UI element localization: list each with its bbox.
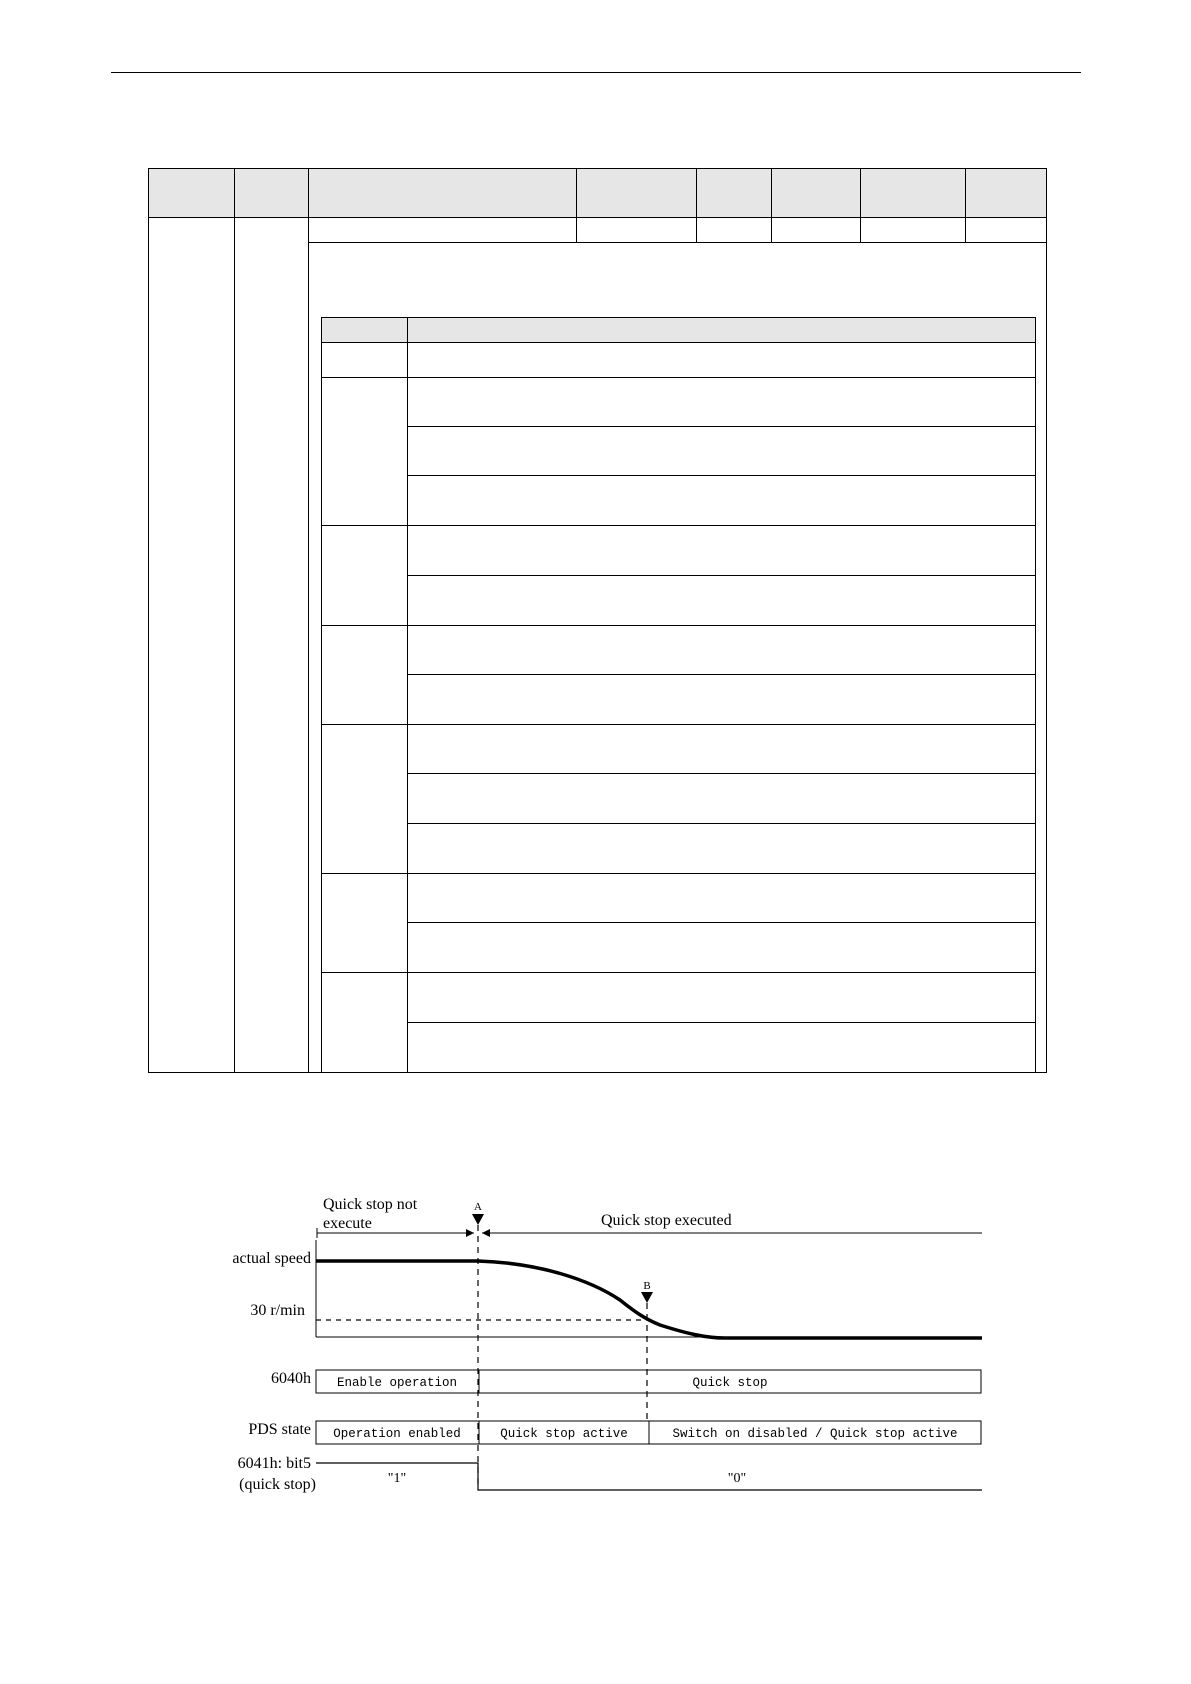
phase-executed: Quick stop executed <box>601 1212 732 1229</box>
option-code-cell <box>321 724 408 874</box>
page-header-rule <box>111 72 1081 73</box>
table-header-cell <box>771 168 861 218</box>
quick-stop-timing-diagram <box>0 1180 1191 1520</box>
table-header-cell <box>308 168 577 218</box>
label-6040h: 6040h <box>271 1370 311 1387</box>
table-value-cell <box>965 217 1047 243</box>
table-value-cell <box>860 217 966 243</box>
table-header-cell <box>965 168 1047 218</box>
statusword-bit5-signal <box>316 1463 982 1490</box>
option-desc-cell <box>407 823 1036 874</box>
controlword-enable-operation: Enable operation <box>336 1376 458 1390</box>
marker-a-triangle <box>472 1214 484 1225</box>
label-6041h-bit5: 6041h: bit5 <box>237 1455 311 1472</box>
table-value-cell <box>771 217 861 243</box>
table-header-cell <box>576 168 697 218</box>
actual-speed-curve <box>316 1261 982 1338</box>
option-desc-cell <box>407 873 1036 923</box>
arrowhead-left <box>482 1229 490 1237</box>
table-header-cell <box>234 168 309 218</box>
option-desc-cell <box>407 525 1036 576</box>
bit5-value-zero: "0" <box>727 1471 747 1486</box>
option-desc-cell <box>407 922 1036 973</box>
arrowhead-right <box>466 1229 474 1237</box>
option-desc-cell <box>407 972 1036 1023</box>
table-header-cell <box>148 168 235 218</box>
controlword-quick-stop: Quick stop <box>692 1376 768 1390</box>
option-code-cell <box>321 873 408 973</box>
option-desc-cell <box>407 475 1036 526</box>
option-desc-cell <box>407 724 1036 774</box>
option-desc-cell <box>407 773 1036 824</box>
table-subindex-cell <box>234 217 309 1073</box>
phase-not-executed-line2: execute <box>323 1215 372 1232</box>
table-header-cell <box>860 168 966 218</box>
option-table-header <box>321 317 408 343</box>
phase-not-executed-line1: Quick stop not <box>323 1196 418 1213</box>
table-index-cell <box>148 217 235 1073</box>
marker-b-triangle <box>641 1292 653 1303</box>
option-desc-cell <box>407 575 1036 626</box>
marker-a-label: A <box>474 1201 482 1213</box>
option-code-cell <box>321 377 408 526</box>
pds-state-operation-enabled: Operation enabled <box>333 1427 461 1441</box>
table-header-cell <box>696 168 772 218</box>
table-value-cell <box>308 217 577 243</box>
marker-b-label: B <box>643 1280 651 1292</box>
label-pds-state: PDS state <box>248 1421 311 1438</box>
option-desc-cell <box>407 377 1036 427</box>
pds-state-switch-on-disabled: Switch on disabled / Quick stop active <box>672 1427 958 1441</box>
label-actual-speed: actual speed <box>232 1250 311 1267</box>
option-code-cell <box>321 625 408 725</box>
option-desc-cell <box>407 426 1036 476</box>
pds-state-quick-stop-active: Quick stop active <box>500 1427 628 1441</box>
option-code-cell <box>321 342 408 378</box>
option-desc-cell <box>407 342 1036 378</box>
label-quick-stop-bit: (quick stop) <box>239 1476 316 1493</box>
option-desc-cell <box>407 1022 1036 1073</box>
table-value-cell <box>696 217 772 243</box>
parameter-table <box>148 168 1047 1073</box>
table-value-cell <box>576 217 697 243</box>
bit5-value-one: "1" <box>387 1471 407 1486</box>
option-code-cell <box>321 972 408 1073</box>
timing-diagram-svg <box>0 1180 1191 1520</box>
option-code-cell <box>321 525 408 626</box>
option-desc-cell <box>407 625 1036 675</box>
option-desc-cell <box>407 674 1036 725</box>
label-30-rpm: 30 r/min <box>250 1302 305 1319</box>
option-table-header <box>407 317 1036 343</box>
